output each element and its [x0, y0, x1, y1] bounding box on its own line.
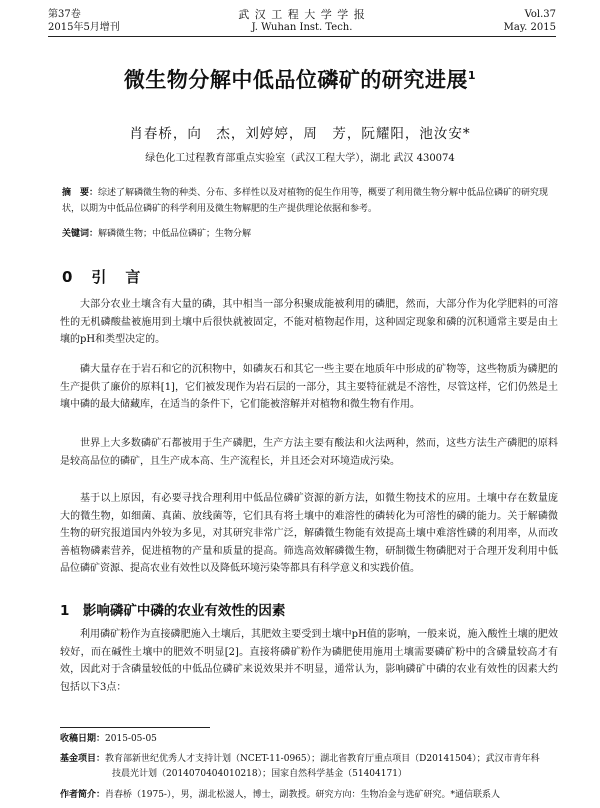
footnote-received: 收稿日期：2015-05-05 — [60, 734, 157, 744]
footnote-fund: 基金项目：教育部新世纪优秀人才支持计划（NCET-11-0965）；湖北省教育厅重点项目（D20141504）；武汉市青年科 技晨光计划（2014070404010218）；国家自然科学基金（51404171） — [60, 754, 540, 779]
footnote-author: 作者简介：肖春桥（1975-），男，湖北松滋人，博士，副教授。研究方向：生物冶金与选矿研究。*通信联系人 — [60, 790, 500, 800]
abstract-text: 综述了解磷微生物的种类、分布、多样性以及对植物的促生作用等，概要了利用微生物分解中低品位磷矿的研究现状，以期为中低品位磷矿的科学利用及微生物解肥的生产提供理论依据和参考。 — [62, 188, 549, 214]
paragraph: 大部分农业土壤含有大量的磷，其中相当一部分积聚成能被利用的磷肥，然而，大部分作为化学肥料的可溶性的无机磷酸盐被施用到土壤中后很快就被固定，不能对植物起作用，这种固定现象和磷的沉积通常主要是由土壤的pH和类型决定的。 — [60, 299, 558, 346]
keywords-text: 解磷微生物；中低品位磷矿；生物分解 — [98, 229, 252, 239]
paragraph: 利用磷矿粉作为直接磷肥施入土壤后，其肥效主要受到土壤中pH值的影响，一般来说，施入酸性土壤的肥效较好，而在碱性土壤中的肥效不明显[2]。直接将磷矿粉作为磷肥使用施用土壤需要磷矿粉中的含磷量较高才有效，因此对于含磷量较低的中低品位磷矿来说效果并不明显，通常认为，影响磷矿中磷的农业有效性的因素大约包括以下3点： — [60, 629, 558, 693]
keywords — [62, 226, 558, 239]
section-heading-introduction: 0 引 言 — [62, 268, 143, 286]
keywords-label: 关键词： — [62, 229, 99, 239]
section-heading-1: 1 影响磷矿中磷的农业有效性的因素 — [60, 603, 286, 619]
footnote-rule — [60, 727, 210, 728]
abstract-label: 摘 要： — [62, 188, 99, 198]
journal-volume-date: Vol.37 May. 2015 — [503, 9, 556, 33]
journal-volume-issue: 第37卷 2015年5月增刊 — [48, 9, 120, 33]
paragraph: 世界上大多数磷矿石都被用于生产磷肥，生产方法主要有酸法和火法两种，然而，这些方法生产磷肥的原料是较高品位的磷矿，且生产成本高、生产流程长，并且还会对环境造成污染。 — [60, 438, 558, 467]
paragraph: 磷大量存在于岩石和它的沉积物中，如磷灰石和其它一些主要在地质年中形成的矿物等，这些物质为磷肥的生产提供了廉价的原料[1]，它们被发现作为岩石层的一部分，其主要特征就是不溶性，尽管这样，它们仍然是土壤中磷的最大储藏库，在适当的条件下，它们能被溶解并对植物和微生物有作用。 — [60, 364, 558, 411]
header-rule — [48, 36, 556, 37]
journal-name: 武 汉 工 程 大 学 学 报 J. Wuhan Inst. Tech. — [238, 8, 366, 33]
abstract — [62, 185, 558, 217]
affiliation: 绿色化工过程教育部重点实验室（武汉工程大学），湖北 武汉 430074 — [145, 153, 455, 164]
paper-title: 微生物分解中低品位磷矿的研究进展$^1$ — [123, 68, 477, 92]
paragraph: 基于以上原因，有必要寻找合理利用中低品位磷矿资源的新方法，如微生物技术的应用。土壤中存在数量庞大的微生物，如细菌、真菌、放线菌等，它们具有将土壤中的难溶性的磷转化为可溶性的磷的能力。关于解磷微生物的研究报道国内外较为多见，对其研究非常广泛，解磷微生物能有效提高土壤中难溶性磷的利用率，从而改善植物磷素营养，促进植物的产量和质量的提高。筛选高效解磷微生物，研制微生物磷肥对于合理开发利用中低品位磷矿资源、提高农业有效性以及降低环境污染等都具有科学意义和实践价值。 — [60, 493, 558, 575]
title-footnote-mark: 1 — [467, 69, 477, 82]
author-list: 肖春桥，向 杰，刘婷婷，周 芳，阮耀阳，池汝安* — [129, 126, 471, 142]
